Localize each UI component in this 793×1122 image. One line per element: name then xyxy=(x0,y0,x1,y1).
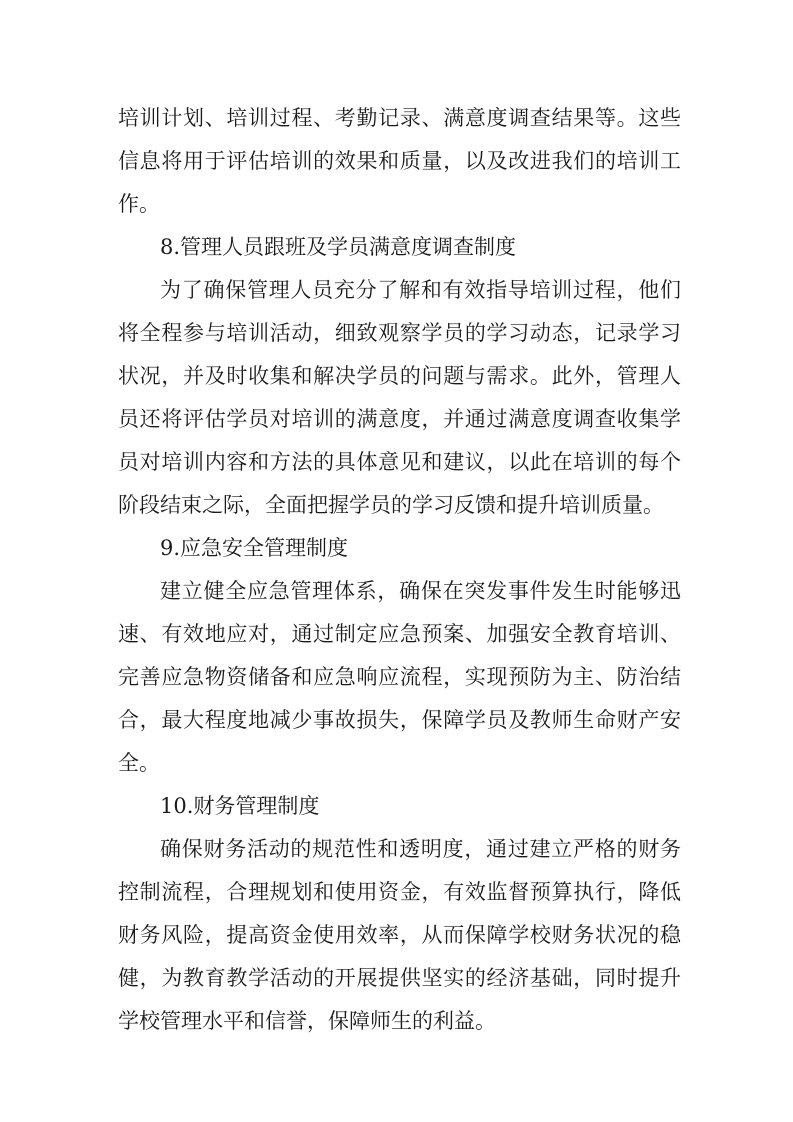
paragraph-emergency-safety: 建立健全应急管理体系，确保在突发事件发生时能够迅速、有效地应对，通过制定应急预案、加强安全教育培训、完善应急物资储备和应急响应流程，实现预防为主、防治结合，最大程度地减少事故损失，保障学员及教师生命财产安全。 xyxy=(118,579,681,775)
document-body xyxy=(118,97,681,1043)
paragraph-supervision-survey: 为了确保管理人员充分了解和有效指导培训过程，他们将全程参与培训活动，细致观察学员的学习动态，记录学习状况，并及时收集和解决学员的问题与需求。此外，管理人员还将评估学员对培训的满意度，并通过满意度调查收集学员对培训内容和方法的具体意见和建议，以此在培训的每个阶段结束之际，全面把握学员的学习反馈和提升培训质量。 xyxy=(118,278,681,517)
paragraph-financial-management: 确保财务活动的规范性和透明度，通过建立严格的财务控制流程，合理规划和使用资金，有效监督预算执行，降低财务风险，提高资金使用效率，从而保障学校财务状况的稳健，为教育教学活动的开展提供坚实的经济基础，同时提升学校管理水平和信誉，保障师生的利益。 xyxy=(118,837,681,1033)
heading-supervision-survey: 8.管理人员跟班及学员满意度调查制度 xyxy=(160,235,517,259)
paragraph-training-records: 培训计划、培训过程、考勤记录、满意度调查结果等。这些信息将用于评估培训的效果和质量，以及改进我们的培训工作。 xyxy=(118,106,681,216)
heading-financial-management: 10.财务管理制度 xyxy=(160,794,320,818)
heading-emergency-safety: 9.应急安全管理制度 xyxy=(160,536,349,560)
